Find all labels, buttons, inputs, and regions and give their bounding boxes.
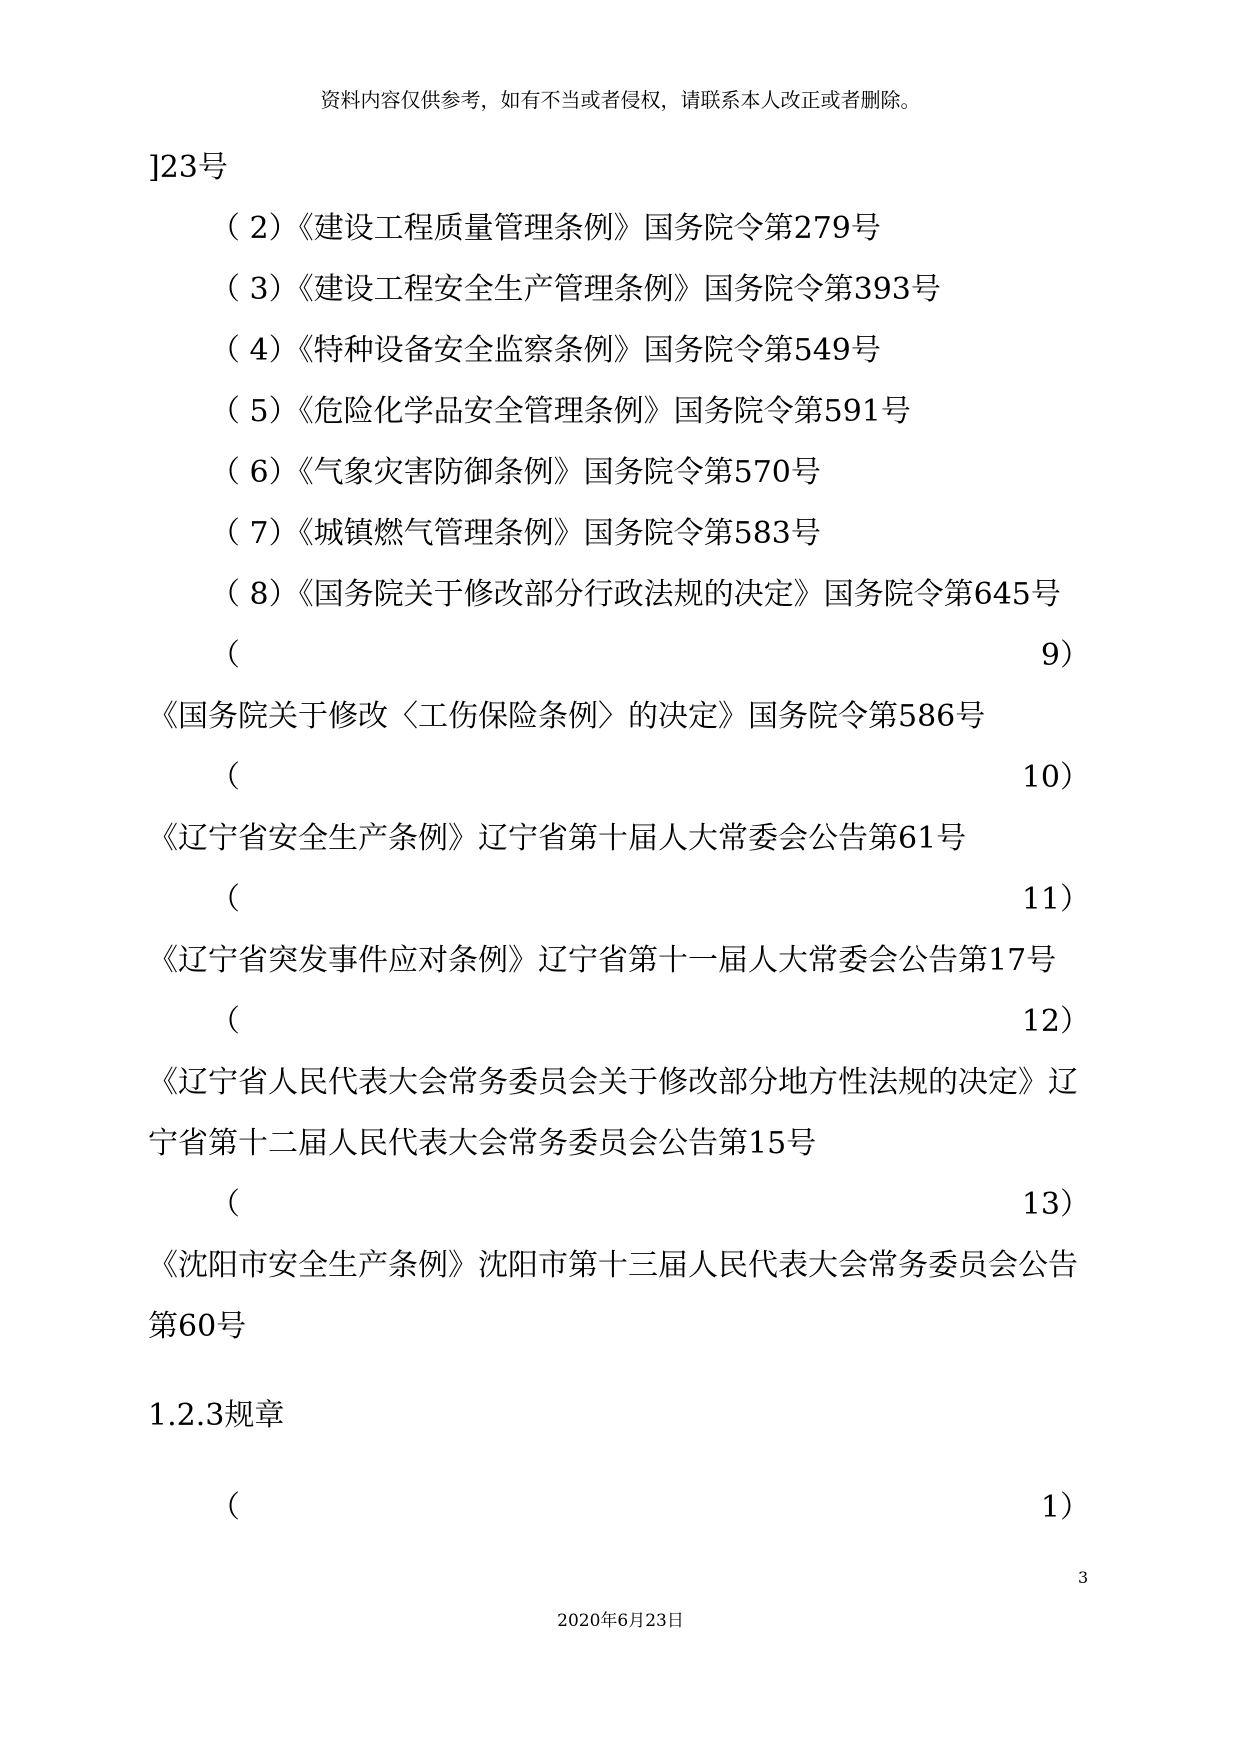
list-item-10-text: 《辽宁省安全生产条例》辽宁省第十届人大常委会公告第61号 xyxy=(148,821,967,856)
list-item-10-marker xyxy=(210,758,1090,798)
list-item-12-marker xyxy=(210,1002,1090,1042)
list-item-13-text-line-1: 《沈阳市安全生产条例》沈阳市第十三届人民代表大会常务委员会公告 xyxy=(148,1248,1078,1283)
item-number: 11） xyxy=(1021,882,1090,917)
open-paren: （ xyxy=(210,760,240,795)
section-heading: 1.2.3规章 xyxy=(148,1398,285,1433)
list-item-4: （ 4）《特种设备安全监察条例》国务院令第549号 xyxy=(210,333,881,368)
list-item-11-marker xyxy=(210,880,1090,920)
continuation-text: ]23号 xyxy=(148,150,228,185)
list-item-1-marker xyxy=(210,1488,1090,1528)
footer-date: 2020年6月23日 xyxy=(557,1611,684,1631)
open-paren: （ xyxy=(210,1490,240,1525)
item-number: 9） xyxy=(1040,638,1090,673)
open-paren: （ xyxy=(210,1187,240,1222)
item-number: 13） xyxy=(1021,1187,1090,1222)
item-number: 10） xyxy=(1021,760,1090,795)
list-item-12-text-line-1: 《辽宁省人民代表大会常务委员会关于修改部分地方性法规的决定》辽 xyxy=(148,1065,1078,1100)
list-item-9-text: 《国务院关于修改〈工伤保险条例〉的决定》国务院令第586号 xyxy=(148,699,986,734)
open-paren: （ xyxy=(210,882,240,917)
list-item-6: （ 6）《气象灾害防御条例》国务院令第570号 xyxy=(210,455,821,490)
list-item-13-marker xyxy=(210,1185,1090,1225)
list-item-5: （ 5）《危险化学品安全管理条例》国务院令第591号 xyxy=(210,394,911,429)
open-paren: （ xyxy=(210,1004,240,1039)
list-item-7: （ 7）《城镇燃气管理条例》国务院令第583号 xyxy=(210,516,821,551)
item-number: 1） xyxy=(1040,1490,1090,1525)
list-item-12-text-line-2: 宁省第十二届人民代表大会常务委员会公告第15号 xyxy=(148,1126,817,1161)
list-item-9-marker xyxy=(210,636,1090,676)
list-item-13-text-line-2: 第60号 xyxy=(148,1309,247,1344)
open-paren: （ xyxy=(210,638,240,673)
page-number: 3 xyxy=(1078,1568,1089,1587)
list-item-11-text: 《辽宁省突发事件应对条例》辽宁省第十一届人大常委会公告第17号 xyxy=(148,943,1057,978)
header-disclaimer: 资料内容仅供参考，如有不当或者侵权，请联系本人改正或者删除。 xyxy=(320,88,921,112)
item-number: 12） xyxy=(1021,1004,1090,1039)
list-item-8: （ 8）《国务院关于修改部分行政法规的决定》国务院令第645号 xyxy=(210,577,1061,612)
list-item-3: （ 3）《建设工程安全生产管理条例》国务院令第393号 xyxy=(210,272,941,307)
list-item-2: （ 2）《建设工程质量管理条例》国务院令第279号 xyxy=(210,211,881,246)
